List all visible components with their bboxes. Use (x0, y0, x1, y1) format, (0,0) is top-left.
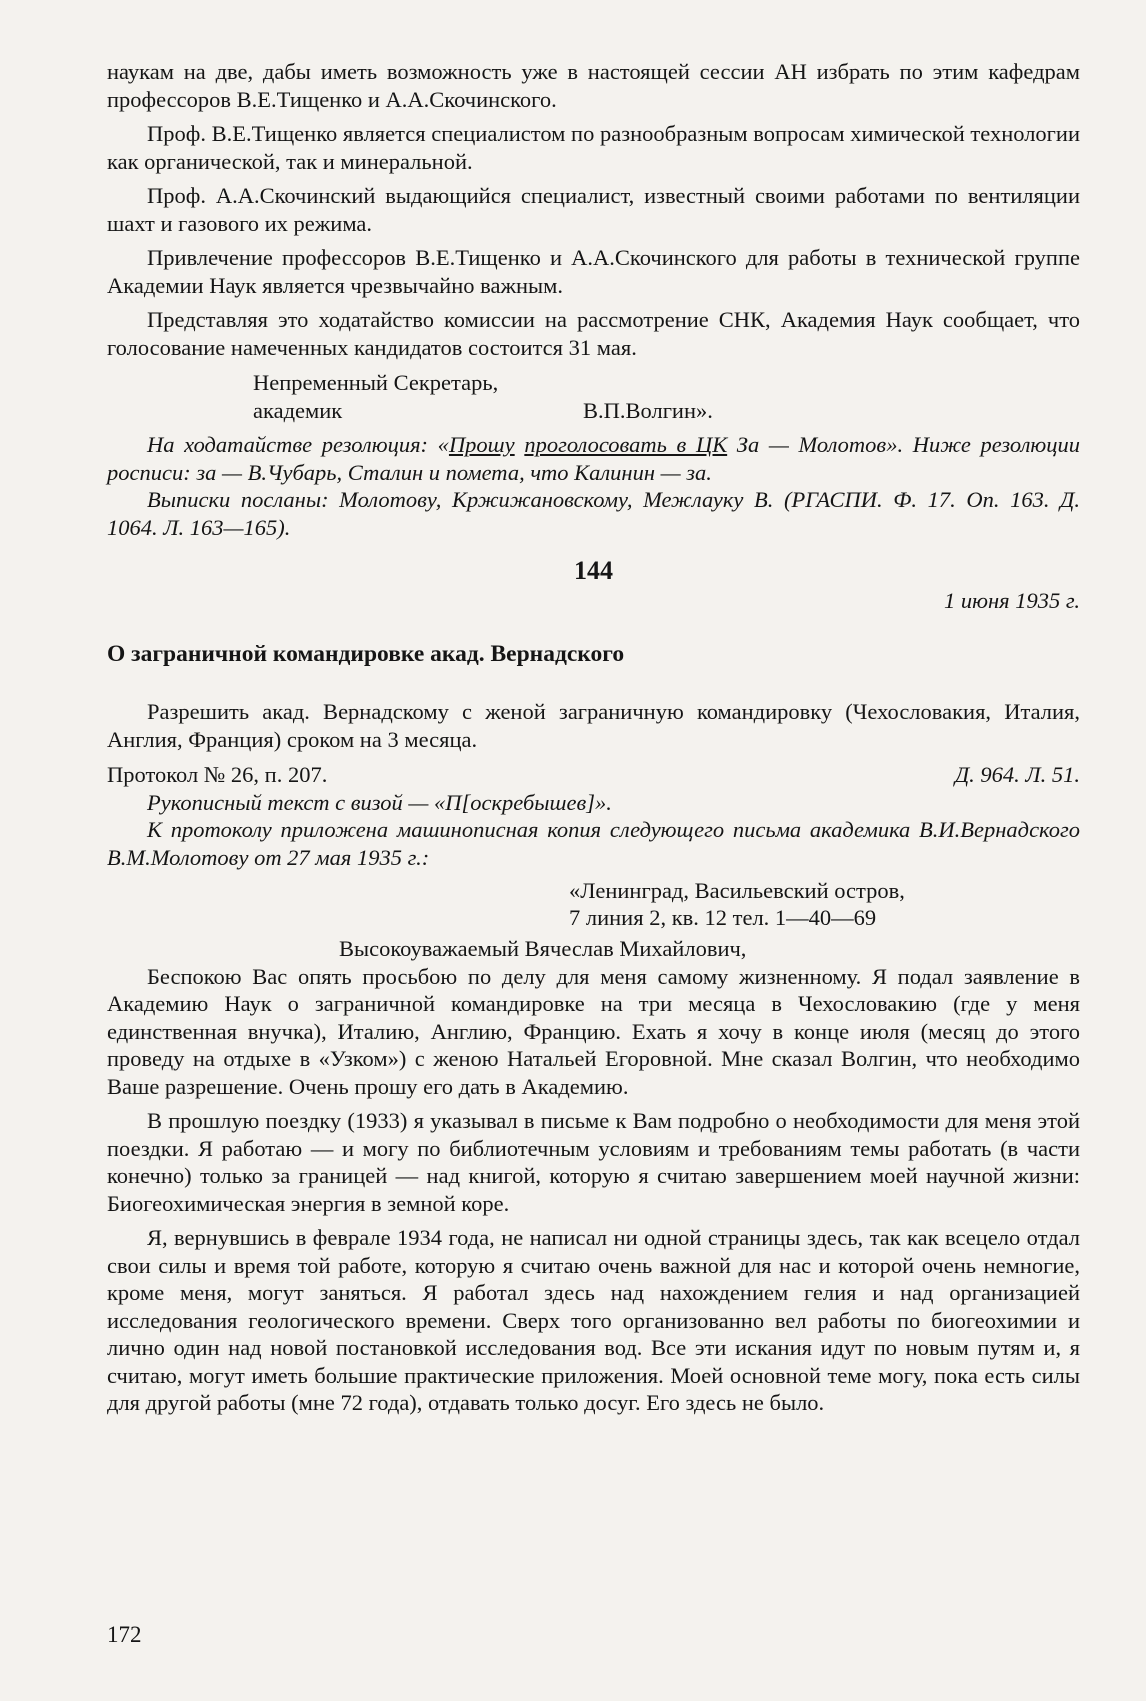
resolution-prefix: На ходатайстве резолюция: « (147, 432, 449, 457)
paragraph: наукам на две, дабы иметь возможность уже в настоящей сессии АН избрать по этим кафедрам профессоров В.Е.Тищенко и А.А.Скочинского. (107, 59, 1080, 112)
page-number: 172 (107, 1622, 142, 1647)
signature-name: В.П.Волгин». (583, 397, 713, 423)
attachment-note: К протоколу приложена машинописная копия следующего письма академика В.И.Вернадского В.М.Молотову от 27 мая 1935 г.: (107, 817, 1080, 870)
resolution-underlined-2: проголосовать в ЦК (524, 432, 728, 457)
protocol-line (107, 761, 1080, 789)
extracts-note: Выписки посланы: Молотову, Кржижановскому, Межлауку В. (РГАСПИ. Ф. 17. Оп. 163. Д. 1064. Л. 163—165). (107, 487, 1080, 540)
document-page (107, 58, 1080, 1417)
paragraph: Представляя это ходатайство комиссии на рассмотрение СНК, Академия Наук сообщает, что голосование намеченных кандидатов состоится 31 мая. (107, 307, 1080, 360)
document-title: О заграничной командировке акад. Вернадского (107, 640, 625, 667)
letter-salutation: Высокоуважаемый Вячеслав Михайлович, (339, 936, 747, 961)
letter-paragraph: Беспокою Вас опять просьбою по делу для меня самому жизненному. Я подал заявление в Академию Наук о заграничной командировке на три месяца в Чехословакию (где у меня единственная внучка), Италию, Англию, Францию. Ехать я хочу в конце июля (месяц до этого проведу на отдыхе в «Узком») с женою Натальей Егоровной. Мне сказал Волгин, что необходимо Ваше разрешение. Очень прошу его дать в Академию. (107, 963, 1080, 1099)
paragraph: Проф. А.А.Скочинский выдающийся специалист, известный своими работами по вентиляции шахт и газового их режима. (107, 183, 1080, 236)
paragraph: Привлечение профессоров В.Е.Тищенко и А.А.Скочинского для работы в технической группе Академии Наук является чрезвычайно важным. (107, 245, 1080, 298)
signature-title: Непременный Секретарь, (253, 370, 499, 395)
letter-paragraph: Я, вернувшись в феврале 1934 года, не написал ни одной страницы здесь, так как всецело отдал свои силы и время той работе, которую я считаю очень важной для нас и которой очень немногие, кроме меня, могут заняться. Я работал здесь над нахождением гелия и над организацией исследования геологического времени. Сверх того организованно вел работы по биогеохимии и лично один над новой постановкой исследования вод. Все эти искания идут по новым путям и, я считаю, могут иметь большие практические приложения. Моей основной теме могу, пока есть силы для другой работы (мне 72 года), отдавать только досуг. Его здесь не было. (107, 1225, 1080, 1415)
paragraph: Проф. В.Е.Тищенко является специалистом по разнообразным вопросам химической технологии как органической, так и минеральной. (107, 121, 1080, 174)
archive-ref: Д. 964. Л. 51. (954, 762, 1080, 787)
resolution-suffix: За — Молотов». Ниже резолюции росписи: за — В.Чубарь, Сталин и помета, что Калинин — за. (107, 432, 1081, 485)
protocol-ref: Протокол № 26, п. 207. (107, 762, 328, 787)
signature-line (107, 397, 1080, 425)
address-line: «Ленинград, Васильевский остров, (569, 878, 905, 903)
document-number: 144 (574, 556, 613, 585)
address-line: 7 линия 2, кв. 12 тел. 1—40—69 (569, 905, 877, 930)
letter-paragraph: В прошлую поездку (1933) я указывал в письме к Вам подробно о необходимости для меня этой поездки. Я работаю — и могу по библиотечным условиям и требованиям темы работать (в части конечно) только за границей — над книгой, которую я считаю завершением моей научной жизни: Биогеохимическая энергия в земной коре. (107, 1108, 1080, 1216)
letter-address (107, 877, 1080, 931)
resolution-space (515, 432, 525, 457)
resolution-note (107, 431, 1080, 486)
handwritten-note: Рукописный текст с визой — «П[оскребышев]». (147, 789, 612, 815)
resolution-underlined-1: Прошу (448, 432, 515, 457)
decision-text: Разрешить акад. Вернадскому с женой заграничную командировку (Чехословакия, Италия, Англия, Франция) сроком на 3 месяца. (107, 699, 1080, 752)
signature-rank: академик (253, 397, 343, 423)
document-date: 1 июня 1935 г. (944, 588, 1080, 613)
